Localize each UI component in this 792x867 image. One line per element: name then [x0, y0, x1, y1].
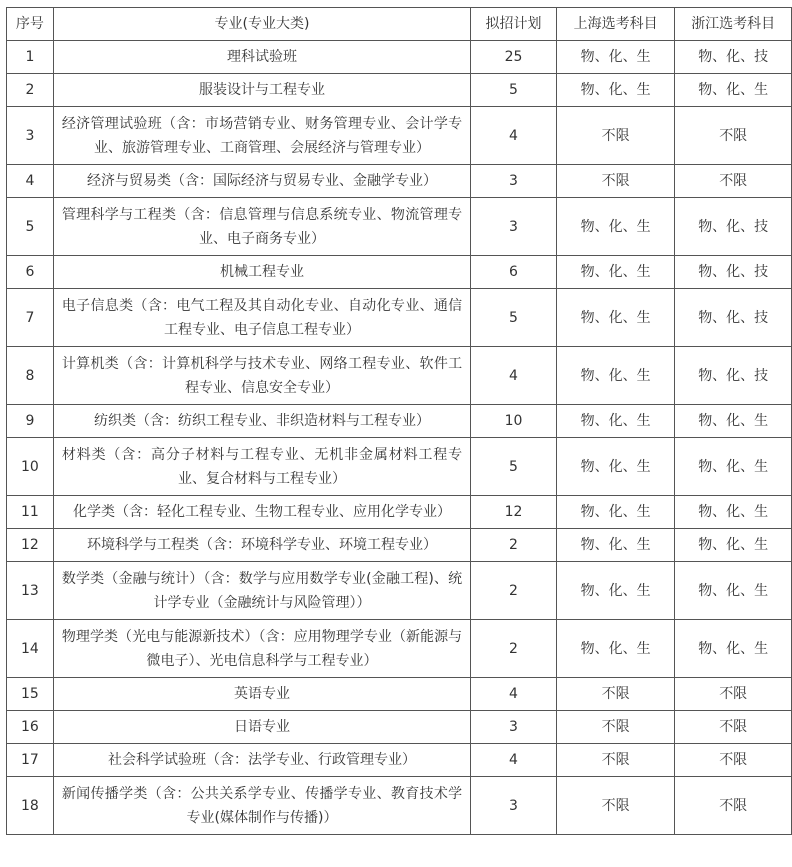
- cell-shanghai: 不限: [556, 165, 675, 198]
- cell-plan: 3: [471, 711, 557, 744]
- cell-zhejiang: 物、化、技: [675, 347, 792, 405]
- table-row: [7, 165, 792, 198]
- cell-shanghai: 不限: [556, 107, 675, 165]
- cell-no: 4: [7, 165, 54, 198]
- cell-shanghai: 物、化、生: [556, 529, 675, 562]
- cell-no: 1: [7, 41, 54, 74]
- cell-no: 5: [7, 198, 54, 256]
- table-row: [7, 256, 792, 289]
- table-row: [7, 41, 792, 74]
- admission-plan-table: [6, 7, 792, 835]
- header-zhejiang-subjects: 浙江选考科目: [675, 8, 792, 41]
- table-row: [7, 107, 792, 165]
- cell-no: 11: [7, 496, 54, 529]
- cell-major: 经济管理试验班（含：市场营销专业、财务管理专业、会计学专业、旅游管理专业、工商管理、会展经济与管理专业）: [53, 107, 470, 165]
- table-row: [7, 198, 792, 256]
- cell-zhejiang: 不限: [675, 744, 792, 777]
- cell-shanghai: 物、化、生: [556, 620, 675, 678]
- cell-shanghai: 物、化、生: [556, 41, 675, 74]
- cell-no: 14: [7, 620, 54, 678]
- cell-shanghai: 物、化、生: [556, 438, 675, 496]
- cell-no: 15: [7, 678, 54, 711]
- cell-shanghai: 物、化、生: [556, 496, 675, 529]
- cell-plan: 4: [471, 347, 557, 405]
- table-row: [7, 711, 792, 744]
- cell-major: 材料类（含：高分子材料与工程专业、无机非金属材料工程专业、复合材料与工程专业）: [53, 438, 470, 496]
- cell-plan: 3: [471, 777, 557, 835]
- table-row: [7, 620, 792, 678]
- cell-zhejiang: 不限: [675, 678, 792, 711]
- cell-shanghai: 物、化、生: [556, 74, 675, 107]
- cell-no: 2: [7, 74, 54, 107]
- header-shanghai-subjects: 上海选考科目: [556, 8, 675, 41]
- cell-zhejiang: 物、化、生: [675, 562, 792, 620]
- cell-zhejiang: 物、化、生: [675, 529, 792, 562]
- table-row: [7, 678, 792, 711]
- table-row: [7, 347, 792, 405]
- cell-plan: 4: [471, 744, 557, 777]
- cell-shanghai: 物、化、生: [556, 198, 675, 256]
- cell-plan: 4: [471, 107, 557, 165]
- cell-zhejiang: 不限: [675, 777, 792, 835]
- cell-major: 化学类（含：轻化工程专业、生物工程专业、应用化学专业）: [53, 496, 470, 529]
- cell-shanghai: 物、化、生: [556, 405, 675, 438]
- cell-zhejiang: 物、化、技: [675, 256, 792, 289]
- cell-zhejiang: 物、化、技: [675, 198, 792, 256]
- table-row: [7, 562, 792, 620]
- header-major: 专业(专业大类): [53, 8, 470, 41]
- cell-major: 物理学类（光电与能源新技术）（含：应用物理学专业（新能源与微电子）、光电信息科学与工程专业）: [53, 620, 470, 678]
- cell-zhejiang: 物、化、生: [675, 496, 792, 529]
- cell-shanghai: 物、化、生: [556, 347, 675, 405]
- cell-shanghai: 物、化、生: [556, 562, 675, 620]
- cell-zhejiang: 物、化、技: [675, 289, 792, 347]
- table-row: [7, 438, 792, 496]
- cell-no: 8: [7, 347, 54, 405]
- cell-major: 管理科学与工程类（含：信息管理与信息系统专业、物流管理专业、电子商务专业）: [53, 198, 470, 256]
- cell-no: 7: [7, 289, 54, 347]
- cell-no: 13: [7, 562, 54, 620]
- cell-plan: 3: [471, 198, 557, 256]
- table-row: [7, 74, 792, 107]
- cell-zhejiang: 物、化、生: [675, 74, 792, 107]
- cell-major: 电子信息类（含：电气工程及其自动化专业、自动化专业、通信工程专业、电子信息工程专业）: [53, 289, 470, 347]
- table-row: [7, 289, 792, 347]
- cell-zhejiang: 不限: [675, 165, 792, 198]
- cell-plan: 5: [471, 74, 557, 107]
- cell-major: 新闻传播学类（含：公共关系学专业、传播学专业、教育技术学专业(媒体制作与传播)）: [53, 777, 470, 835]
- cell-plan: 5: [471, 289, 557, 347]
- cell-no: 3: [7, 107, 54, 165]
- cell-plan: 3: [471, 165, 557, 198]
- table-row: [7, 777, 792, 835]
- cell-no: 9: [7, 405, 54, 438]
- cell-zhejiang: 物、化、生: [675, 405, 792, 438]
- cell-no: 6: [7, 256, 54, 289]
- cell-no: 12: [7, 529, 54, 562]
- cell-major: 服装设计与工程专业: [53, 74, 470, 107]
- table-row: [7, 529, 792, 562]
- header-plan: 拟招计划: [471, 8, 557, 41]
- cell-shanghai: 物、化、生: [556, 289, 675, 347]
- cell-no: 16: [7, 711, 54, 744]
- cell-shanghai: 不限: [556, 711, 675, 744]
- cell-shanghai: 不限: [556, 678, 675, 711]
- cell-zhejiang: 物、化、生: [675, 620, 792, 678]
- header-no: 序号: [7, 8, 54, 41]
- cell-shanghai: 不限: [556, 777, 675, 835]
- cell-no: 17: [7, 744, 54, 777]
- cell-no: 18: [7, 777, 54, 835]
- cell-major: 环境科学与工程类（含：环境科学专业、环境工程专业）: [53, 529, 470, 562]
- cell-zhejiang: 物、化、生: [675, 438, 792, 496]
- cell-plan: 4: [471, 678, 557, 711]
- table-row: [7, 405, 792, 438]
- cell-plan: 2: [471, 620, 557, 678]
- cell-zhejiang: 不限: [675, 711, 792, 744]
- cell-plan: 2: [471, 562, 557, 620]
- cell-major: 纺织类（含：纺织工程专业、非织造材料与工程专业）: [53, 405, 470, 438]
- cell-major: 数学类（金融与统计）（含：数学与应用数学专业(金融工程)、统计学专业（金融统计与风险管理））: [53, 562, 470, 620]
- cell-plan: 10: [471, 405, 557, 438]
- cell-plan: 2: [471, 529, 557, 562]
- table-row: [7, 744, 792, 777]
- cell-plan: 5: [471, 438, 557, 496]
- table-header-row: [7, 8, 792, 41]
- cell-major: 英语专业: [53, 678, 470, 711]
- cell-zhejiang: 物、化、技: [675, 41, 792, 74]
- cell-major: 社会科学试验班（含：法学专业、行政管理专业）: [53, 744, 470, 777]
- cell-major: 机械工程专业: [53, 256, 470, 289]
- cell-plan: 6: [471, 256, 557, 289]
- cell-major: 日语专业: [53, 711, 470, 744]
- cell-major: 计算机类（含：计算机科学与技术专业、网络工程专业、软件工程专业、信息安全专业）: [53, 347, 470, 405]
- cell-major: 理科试验班: [53, 41, 470, 74]
- table-row: [7, 496, 792, 529]
- cell-shanghai: 不限: [556, 744, 675, 777]
- cell-no: 10: [7, 438, 54, 496]
- cell-plan: 12: [471, 496, 557, 529]
- cell-zhejiang: 不限: [675, 107, 792, 165]
- cell-major: 经济与贸易类（含：国际经济与贸易专业、金融学专业）: [53, 165, 470, 198]
- cell-plan: 25: [471, 41, 557, 74]
- cell-shanghai: 物、化、生: [556, 256, 675, 289]
